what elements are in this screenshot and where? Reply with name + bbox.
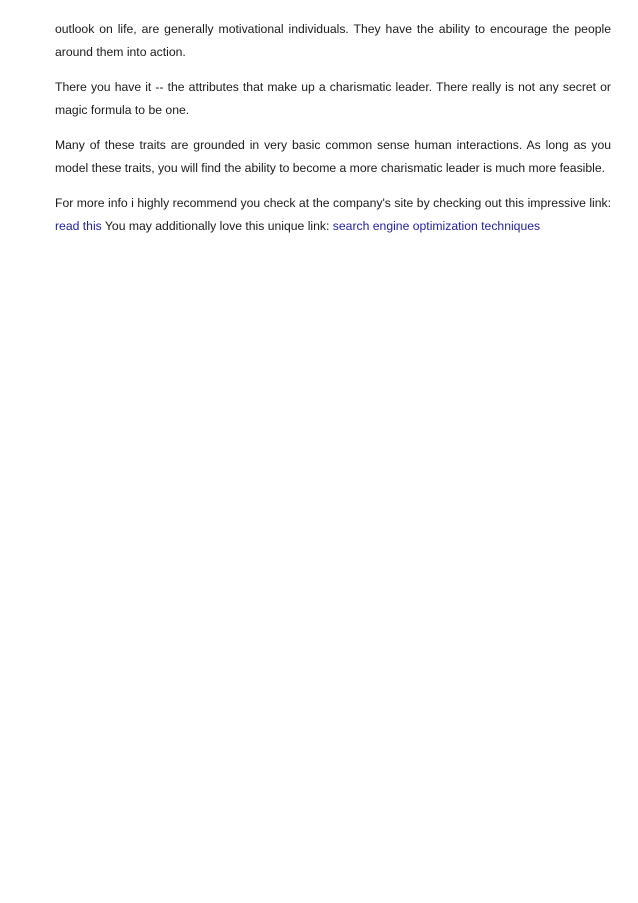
paragraph-more-info — [55, 192, 611, 238]
read-this-link[interactable]: read this — [55, 219, 102, 233]
paragraph-common-sense: Many of these traits are grounded in very basic common sense human interactions. As long as you model these traits, you will find the ability to become a more charismatic leader is much more feasible. — [55, 138, 611, 175]
document-body — [55, 18, 611, 250]
seo-techniques-link[interactable]: search engine optimization techniques — [332, 219, 541, 233]
paragraph-motivation: outlook on life, are generally motivational individuals. They have the ability to encourage the people around them into action. — [55, 22, 611, 59]
more-info-text-middle: You may additionally love this unique link: — [101, 219, 333, 233]
more-info-text-lead: For more info i highly recommend you check at the company's site by checking out this impressive link: — [55, 196, 611, 210]
paragraph-attributes-summary: There you have it -- the attributes that make up a charismatic leader. There really is not any secret or magic formula to be one. — [55, 80, 611, 117]
